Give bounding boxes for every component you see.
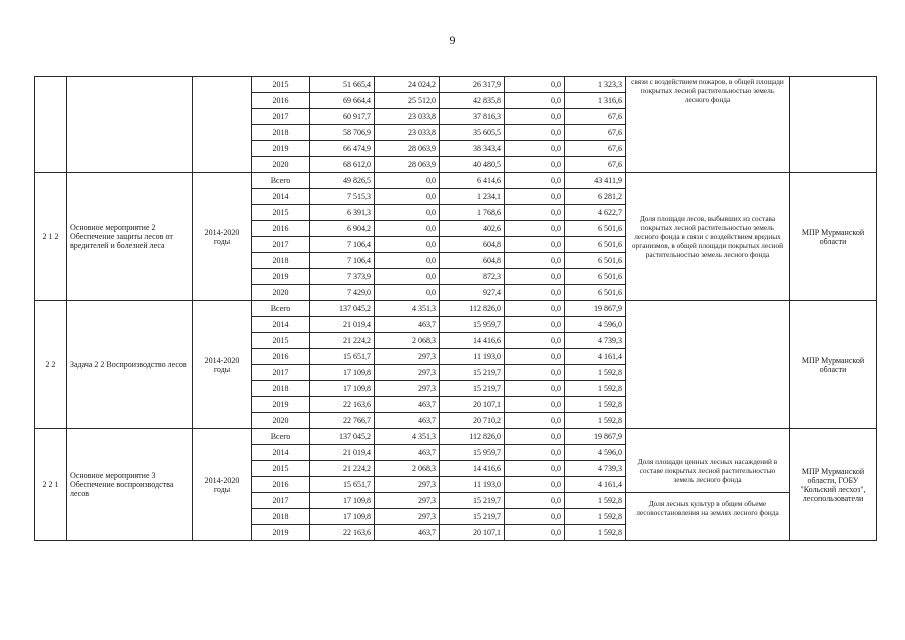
code-cell [35, 77, 67, 173]
local-cell: 0,0 [505, 157, 565, 173]
year-cell: 2018 [252, 253, 310, 269]
local-cell: 0,0 [505, 445, 565, 461]
total-cell: 22 163,6 [310, 525, 375, 541]
local-cell: 0,0 [505, 205, 565, 221]
year-cell: 2019 [252, 525, 310, 541]
year-cell: 2018 [252, 381, 310, 397]
year-cell: 2019 [252, 269, 310, 285]
federal-cell: 4 351,3 [375, 429, 440, 445]
local-cell: 0,0 [505, 397, 565, 413]
year-cell: 2017 [252, 109, 310, 125]
federal-cell: 2 068,3 [375, 333, 440, 349]
year-cell: Всего [252, 173, 310, 189]
federal-cell: 297,3 [375, 381, 440, 397]
federal-cell: 0,0 [375, 173, 440, 189]
local-cell: 0,0 [505, 429, 565, 445]
total-cell: 7 106,4 [310, 237, 375, 253]
federal-cell: 28 063,9 [375, 157, 440, 173]
year-cell: 2014 [252, 189, 310, 205]
federal-cell: 25 512,0 [375, 93, 440, 109]
other-cell: 4 622,7 [565, 205, 626, 221]
regional-cell: 112 826,0 [440, 429, 505, 445]
regional-cell: 37 816,3 [440, 109, 505, 125]
other-cell: 6 281,2 [565, 189, 626, 205]
regional-cell: 15 219,7 [440, 493, 505, 509]
year-cell: Всего [252, 301, 310, 317]
year-cell: 2016 [252, 477, 310, 493]
year-cell: 2015 [252, 77, 310, 93]
local-cell: 0,0 [505, 333, 565, 349]
code-cell: 2 2 [35, 301, 67, 429]
regional-cell: 112 826,0 [440, 301, 505, 317]
local-cell: 0,0 [505, 301, 565, 317]
federal-cell: 0,0 [375, 189, 440, 205]
federal-cell: 23 033,8 [375, 125, 440, 141]
local-cell: 0,0 [505, 93, 565, 109]
total-cell: 66 474,9 [310, 141, 375, 157]
local-cell: 0,0 [505, 461, 565, 477]
year-cell: 2017 [252, 237, 310, 253]
local-cell: 0,0 [505, 285, 565, 301]
regional-cell: 6 414,6 [440, 173, 505, 189]
year-cell: 2015 [252, 205, 310, 221]
regional-cell: 15 959,7 [440, 445, 505, 461]
total-cell: 17 109,8 [310, 509, 375, 525]
indicator-cell: связи с воздействием пожаров, в общей площади покрытых лесной растительностью земель лесного фонда [626, 77, 790, 173]
local-cell: 0,0 [505, 221, 565, 237]
other-cell: 6 501,6 [565, 269, 626, 285]
other-cell: 1 592,8 [565, 381, 626, 397]
year-cell: 2016 [252, 221, 310, 237]
program-table [34, 76, 877, 541]
total-cell: 51 665,4 [310, 77, 375, 93]
total-cell: 21 224,2 [310, 333, 375, 349]
year-cell: 2020 [252, 413, 310, 429]
regional-cell: 38 343,4 [440, 141, 505, 157]
executor-cell: МПР Мурманской области, ГОБУ "Кольский лесхоз", лесопользователи [790, 429, 877, 541]
table-row [35, 301, 877, 317]
total-cell: 17 109,8 [310, 381, 375, 397]
other-cell: 4 596,0 [565, 445, 626, 461]
total-cell: 137 045,2 [310, 429, 375, 445]
year-cell: 2019 [252, 397, 310, 413]
regional-cell: 872,3 [440, 269, 505, 285]
federal-cell: 297,3 [375, 349, 440, 365]
regional-cell: 1 768,6 [440, 205, 505, 221]
table-row [35, 77, 877, 93]
other-cell: 4 596,0 [565, 317, 626, 333]
other-cell: 1 323,3 [565, 77, 626, 93]
other-cell: 19 867,9 [565, 429, 626, 445]
regional-cell: 15 219,7 [440, 509, 505, 525]
other-cell: 4 739,3 [565, 461, 626, 477]
regional-cell: 11 193,0 [440, 477, 505, 493]
other-cell: 6 501,6 [565, 285, 626, 301]
other-cell: 1 592,8 [565, 365, 626, 381]
year-cell: 2017 [252, 365, 310, 381]
federal-cell: 28 063,9 [375, 141, 440, 157]
year-cell: 2018 [252, 509, 310, 525]
federal-cell: 297,3 [375, 493, 440, 509]
page-number: 9 [449, 33, 456, 47]
federal-cell: 297,3 [375, 365, 440, 381]
table-row [35, 429, 877, 445]
total-cell: 21 019,4 [310, 317, 375, 333]
other-cell: 67,6 [565, 125, 626, 141]
regional-cell: 604,8 [440, 253, 505, 269]
other-cell: 19 867,9 [565, 301, 626, 317]
local-cell: 0,0 [505, 269, 565, 285]
regional-cell: 604,8 [440, 237, 505, 253]
local-cell: 0,0 [505, 381, 565, 397]
local-cell: 0,0 [505, 413, 565, 429]
local-cell: 0,0 [505, 349, 565, 365]
other-cell: 67,6 [565, 109, 626, 125]
other-cell: 67,6 [565, 141, 626, 157]
regional-cell: 42 835,8 [440, 93, 505, 109]
other-cell: 1 592,8 [565, 525, 626, 541]
year-cell: 2017 [252, 493, 310, 509]
other-cell: 6 501,6 [565, 237, 626, 253]
local-cell: 0,0 [505, 317, 565, 333]
period-cell: 2014-2020 годы [193, 429, 252, 541]
regional-cell: 15 959,7 [440, 317, 505, 333]
total-cell: 17 109,8 [310, 493, 375, 509]
executor-cell: МПР Мурманской области [790, 173, 877, 301]
name-cell: Задача 2 2 Воспроизводство лесов [67, 301, 193, 429]
other-cell: 6 501,6 [565, 221, 626, 237]
total-cell: 15 651,7 [310, 477, 375, 493]
local-cell: 0,0 [505, 237, 565, 253]
year-cell: 2014 [252, 317, 310, 333]
local-cell: 0,0 [505, 493, 565, 509]
year-cell: Всего [252, 429, 310, 445]
year-cell: 2016 [252, 349, 310, 365]
total-cell: 17 109,8 [310, 365, 375, 381]
federal-cell: 297,3 [375, 509, 440, 525]
local-cell: 0,0 [505, 477, 565, 493]
federal-cell: 24 024,2 [375, 77, 440, 93]
federal-cell: 0,0 [375, 221, 440, 237]
federal-cell: 297,3 [375, 477, 440, 493]
table-row [35, 173, 877, 189]
year-cell: 2016 [252, 93, 310, 109]
total-cell: 22 766,7 [310, 413, 375, 429]
regional-cell: 20 710,2 [440, 413, 505, 429]
total-cell: 49 826,5 [310, 173, 375, 189]
federal-cell: 0,0 [375, 285, 440, 301]
total-cell: 7 106,4 [310, 253, 375, 269]
federal-cell: 463,7 [375, 397, 440, 413]
total-cell: 22 163,6 [310, 397, 375, 413]
total-cell: 68 612,0 [310, 157, 375, 173]
total-cell: 69 664,4 [310, 93, 375, 109]
regional-cell: 14 416,6 [440, 333, 505, 349]
code-cell: 2 1 2 [35, 173, 67, 301]
other-cell: 1 592,8 [565, 509, 626, 525]
executor-cell: МПР Мурманской области [790, 301, 877, 429]
year-cell: 2019 [252, 141, 310, 157]
indicator-cell: Доля площади ценных лесных насаждений в составе покрытых лесной растительностью земель лесного фонда [626, 429, 790, 493]
year-cell: 2018 [252, 125, 310, 141]
regional-cell: 20 107,1 [440, 525, 505, 541]
local-cell: 0,0 [505, 509, 565, 525]
total-cell: 21 019,4 [310, 445, 375, 461]
federal-cell: 4 351,3 [375, 301, 440, 317]
regional-cell: 20 107,1 [440, 397, 505, 413]
federal-cell: 463,7 [375, 413, 440, 429]
regional-cell: 11 193,0 [440, 349, 505, 365]
local-cell: 0,0 [505, 253, 565, 269]
regional-cell: 35 605,5 [440, 125, 505, 141]
federal-cell: 0,0 [375, 205, 440, 221]
other-cell: 1 592,8 [565, 413, 626, 429]
other-cell: 67,6 [565, 157, 626, 173]
name-cell: Основное мероприятие 3 Обеспечение воспроизводства лесов [67, 429, 193, 541]
local-cell: 0,0 [505, 109, 565, 125]
year-cell: 2014 [252, 445, 310, 461]
indicator-cell [626, 301, 790, 429]
total-cell: 60 917,7 [310, 109, 375, 125]
other-cell: 1 316,6 [565, 93, 626, 109]
federal-cell: 0,0 [375, 253, 440, 269]
year-cell: 2015 [252, 333, 310, 349]
total-cell: 137 045,2 [310, 301, 375, 317]
federal-cell: 0,0 [375, 269, 440, 285]
local-cell: 0,0 [505, 77, 565, 93]
code-cell: 2 2 1 [35, 429, 67, 541]
local-cell: 0,0 [505, 189, 565, 205]
total-cell: 6 904,2 [310, 221, 375, 237]
federal-cell: 0,0 [375, 237, 440, 253]
regional-cell: 15 219,7 [440, 365, 505, 381]
regional-cell: 40 480,5 [440, 157, 505, 173]
year-cell: 2020 [252, 285, 310, 301]
regional-cell: 402,6 [440, 221, 505, 237]
period-cell: 2014-2020 годы [193, 173, 252, 301]
other-cell: 1 592,8 [565, 397, 626, 413]
total-cell: 7 429,0 [310, 285, 375, 301]
period-cell [193, 77, 252, 173]
indicator-cell: Доля лесных культур в общем объеме лесовосстановления на землях лесного фонда [626, 493, 790, 541]
year-cell: 2015 [252, 461, 310, 477]
name-cell [67, 77, 193, 173]
federal-cell: 463,7 [375, 317, 440, 333]
regional-cell: 15 219,7 [440, 381, 505, 397]
total-cell: 6 391,3 [310, 205, 375, 221]
other-cell: 4 739,3 [565, 333, 626, 349]
local-cell: 0,0 [505, 365, 565, 381]
federal-cell: 463,7 [375, 445, 440, 461]
regional-cell: 1 234,1 [440, 189, 505, 205]
other-cell: 6 501,6 [565, 253, 626, 269]
federal-cell: 2 068,3 [375, 461, 440, 477]
local-cell: 0,0 [505, 125, 565, 141]
total-cell: 21 224,2 [310, 461, 375, 477]
federal-cell: 23 033,8 [375, 109, 440, 125]
period-cell: 2014-2020 годы [193, 301, 252, 429]
local-cell: 0,0 [505, 525, 565, 541]
regional-cell: 14 416,6 [440, 461, 505, 477]
name-cell: Основное мероприятие 2 Обеспечение защиты лесов от вредителей и болезней леса [67, 173, 193, 301]
regional-cell: 927,4 [440, 285, 505, 301]
local-cell: 0,0 [505, 173, 565, 189]
year-cell: 2020 [252, 157, 310, 173]
regional-cell: 26 317,9 [440, 77, 505, 93]
other-cell: 43 411,9 [565, 173, 626, 189]
total-cell: 58 706,9 [310, 125, 375, 141]
total-cell: 15 651,7 [310, 349, 375, 365]
federal-cell: 463,7 [375, 525, 440, 541]
local-cell: 0,0 [505, 141, 565, 157]
other-cell: 4 161,4 [565, 477, 626, 493]
total-cell: 7 515,3 [310, 189, 375, 205]
other-cell: 4 161,4 [565, 349, 626, 365]
total-cell: 7 373,9 [310, 269, 375, 285]
indicator-cell: Доля площади лесов, выбывших из состава покрытых лесной растительностью земель лесного фонда в связи с воздействием вредных организмов, в общей площади покрытых лесной растительностью земель лесного фонда [626, 173, 790, 301]
other-cell: 1 592,8 [565, 493, 626, 509]
executor-cell [790, 77, 877, 173]
